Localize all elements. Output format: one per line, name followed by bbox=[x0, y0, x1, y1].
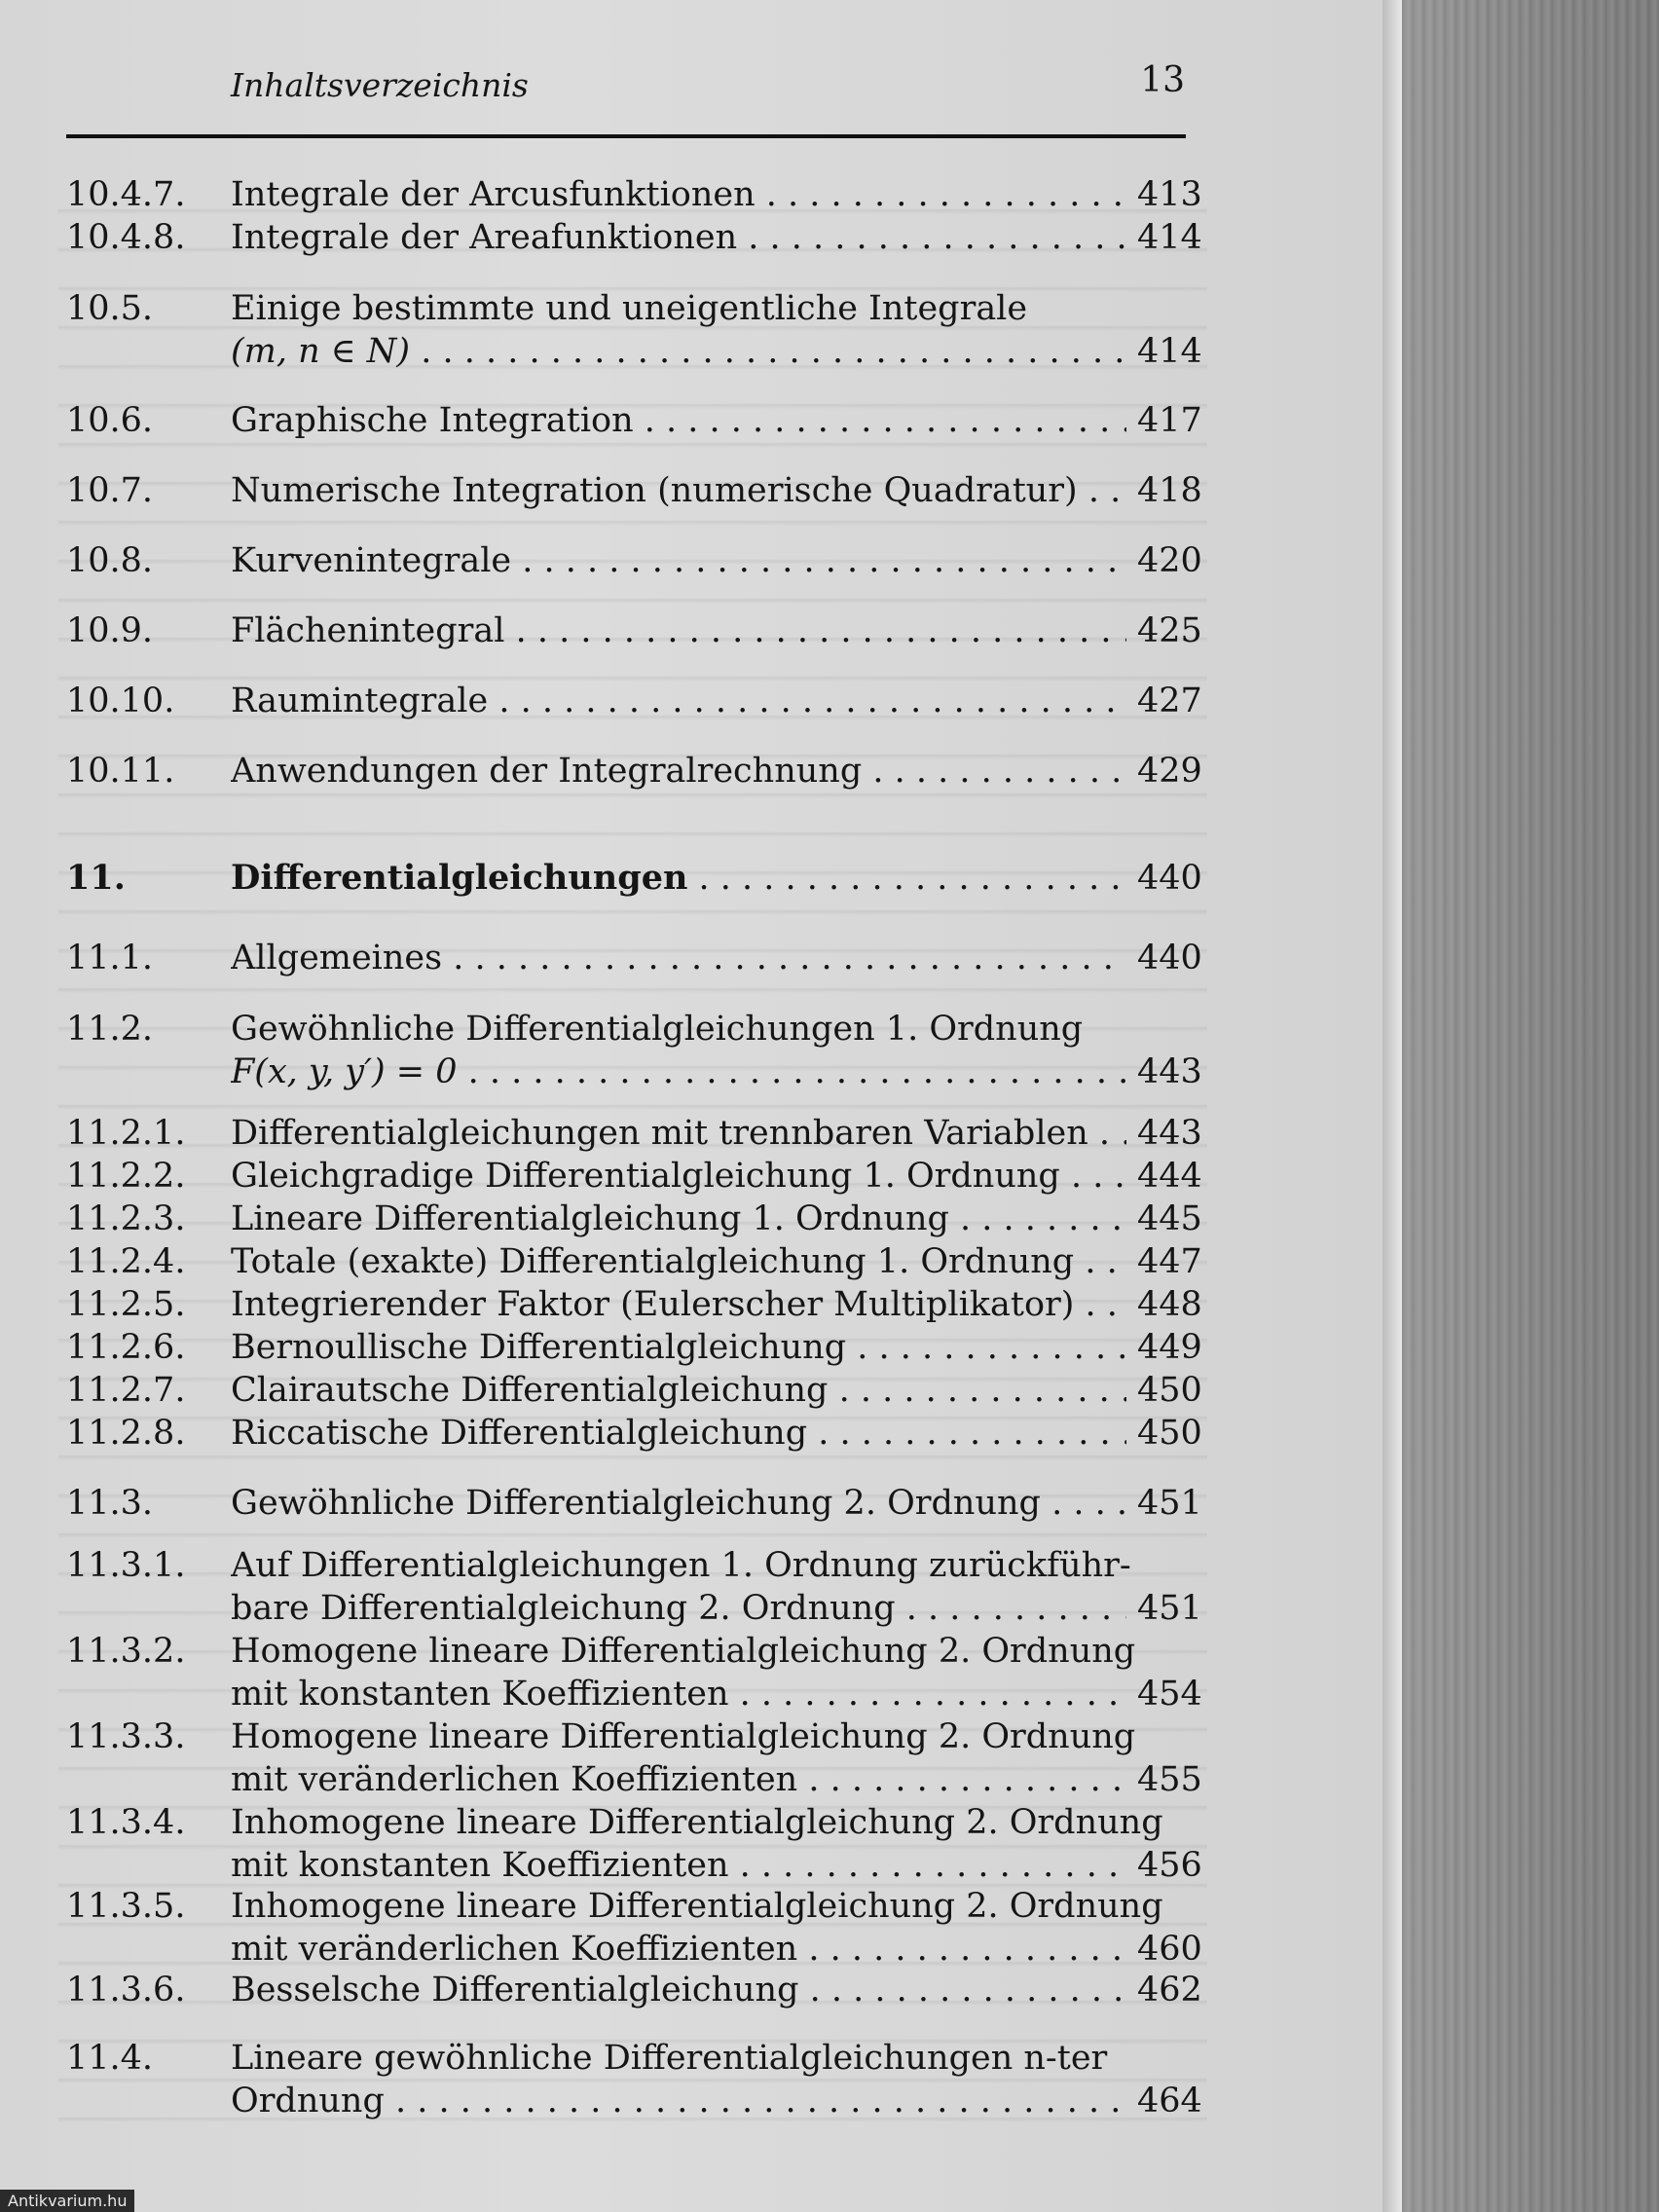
entry-page: 456 bbox=[1137, 1846, 1202, 1885]
entry-title-line-2: (m, n ∈ N) . . . bbox=[231, 330, 1126, 373]
entry-title-line-2: mit konstanten Koeffizienten . . . bbox=[231, 1673, 1126, 1715]
entry-title: Differentialgleichungen mit trennbaren Variablen . . . bbox=[231, 1112, 1126, 1155]
entry-title-line-1: Auf Differentialgleichungen 1. Ordnung zurückführ- bbox=[231, 1546, 1131, 1585]
entry-title-line-1: Inhomogene lineare Differentialgleichung 2. Ordnung bbox=[231, 1887, 1163, 1926]
running-header bbox=[231, 58, 1204, 117]
entry-title-line-2: Ordnung . . . bbox=[231, 2080, 1126, 2122]
entry-number: 10.9. bbox=[66, 611, 154, 650]
entry-title-line-2: mit konstanten Koeffizienten . . . bbox=[231, 1844, 1126, 1887]
entry-number: 11.2.8. bbox=[66, 1414, 186, 1453]
entry-page: 417 bbox=[1137, 401, 1202, 440]
entry-number: 11.2.2. bbox=[66, 1157, 186, 1196]
entry-title: Besselsche Differentialgleichung . . . bbox=[231, 1969, 1126, 2011]
entry-number: 11.3.5. bbox=[66, 1887, 186, 1926]
entry-page: 464 bbox=[1137, 2082, 1202, 2120]
entry-title: Differentialgleichungen . . . bbox=[231, 857, 1126, 900]
entry-title-line-2: F(x, y, y′) = 0 . . . bbox=[231, 1051, 1126, 1093]
entry-number: 11.1. bbox=[66, 939, 154, 977]
entry-title: Kurvenintegrale . . . bbox=[231, 539, 1126, 582]
entry-page: 443 bbox=[1137, 1114, 1202, 1153]
entry-number: 11.2.3. bbox=[66, 1199, 186, 1238]
entry-page: 454 bbox=[1137, 1675, 1202, 1714]
entry-page: 418 bbox=[1137, 471, 1202, 510]
header-title: Inhaltsverzeichnis bbox=[231, 66, 529, 104]
entry-title-line-1: Homogene lineare Differentialgleichung 2. Ordnung bbox=[231, 1632, 1136, 1671]
entry-number: 11.3.2. bbox=[66, 1632, 186, 1671]
entry-title-line-1: Einige bestimmte und uneigentliche Integrale bbox=[231, 289, 1028, 328]
header-page-number: 13 bbox=[1140, 60, 1185, 100]
entry-number: 11.2.1. bbox=[66, 1114, 186, 1153]
entry-title: Lineare Differentialgleichung 1. Ordnung . . . bbox=[231, 1198, 1126, 1240]
page-gutter bbox=[1382, 0, 1402, 2212]
entry-page: 447 bbox=[1137, 1242, 1202, 1281]
entry-title: Totale (exakte) Differentialgleichung 1. Ordnung . . . bbox=[231, 1240, 1126, 1283]
entry-page: 413 bbox=[1137, 175, 1202, 214]
entry-number: 10.4.7. bbox=[66, 175, 186, 214]
entry-page: 449 bbox=[1137, 1328, 1202, 1367]
entry-title-line-1: Lineare gewöhnliche Differentialgleichungen n-ter bbox=[231, 2039, 1108, 2078]
entry-title: Flächenintegral . . . bbox=[231, 609, 1126, 652]
entry-title-line-1: Gewöhnliche Differentialgleichungen 1. Ordnung bbox=[231, 1010, 1084, 1049]
entry-title: Integrierender Faktor (Eulerscher Multiplikator) . . . bbox=[231, 1283, 1126, 1326]
entry-title-line-2: mit veränderlichen Koeffizienten . . . bbox=[231, 1758, 1126, 1801]
entry-page: 429 bbox=[1137, 752, 1202, 791]
entry-number: 11.4. bbox=[66, 2039, 154, 2078]
entry-page: 451 bbox=[1137, 1589, 1202, 1628]
entry-number: 10.6. bbox=[66, 401, 154, 440]
entry-title: Allgemeines . . . bbox=[231, 937, 1126, 979]
entry-page: 445 bbox=[1137, 1199, 1202, 1238]
entry-page: 440 bbox=[1137, 939, 1202, 977]
entry-number: 11.2.5. bbox=[66, 1285, 186, 1324]
entry-title: Raumintegrale . . . bbox=[231, 680, 1126, 722]
entry-number: 10.8. bbox=[66, 541, 154, 580]
wooden-surface bbox=[1402, 0, 1659, 2212]
entry-number: 11.3.1. bbox=[66, 1546, 186, 1585]
entry-title: Integrale der Areafunktionen . . . bbox=[231, 216, 1126, 259]
entry-page: 448 bbox=[1137, 1285, 1202, 1324]
entry-number: 11.3.3. bbox=[66, 1717, 186, 1756]
entry-page: 450 bbox=[1137, 1414, 1202, 1453]
entry-title: Bernoullische Differentialgleichung . . . bbox=[231, 1326, 1126, 1369]
watermark: Antikvarium.hu bbox=[0, 2190, 134, 2212]
entry-page: 460 bbox=[1137, 1930, 1202, 1969]
entry-page: 450 bbox=[1137, 1371, 1202, 1410]
entry-number: 11.2.6. bbox=[66, 1328, 186, 1367]
entry-title-line-1: Homogene lineare Differentialgleichung 2. Ordnung bbox=[231, 1717, 1136, 1756]
entry-page: 451 bbox=[1137, 1484, 1202, 1523]
entry-number: 10.11. bbox=[66, 752, 175, 791]
entry-page: 444 bbox=[1137, 1157, 1202, 1196]
entry-number: 11.2. bbox=[66, 1010, 154, 1049]
entry-number: 11.3. bbox=[66, 1484, 154, 1523]
entry-page: 425 bbox=[1137, 611, 1202, 650]
entry-title: Anwendungen der Integralrechnung . . . bbox=[231, 750, 1126, 793]
entry-title: Gleichgradige Differentialgleichung 1. Ordnung . . . bbox=[231, 1155, 1126, 1198]
entry-number: 11.2.7. bbox=[66, 1371, 186, 1410]
entry-page: 427 bbox=[1137, 682, 1202, 720]
header-rule bbox=[66, 134, 1186, 138]
entry-page: 440 bbox=[1137, 859, 1202, 898]
entry-page: 462 bbox=[1137, 1971, 1202, 2009]
entry-page: 443 bbox=[1137, 1052, 1202, 1091]
entry-title: Numerische Integration (numerische Quadratur) . . . bbox=[231, 469, 1126, 512]
entry-number: 11.3.4. bbox=[66, 1803, 186, 1842]
entry-page: 414 bbox=[1137, 332, 1202, 371]
entry-page: 455 bbox=[1137, 1760, 1202, 1799]
entry-title: Riccatische Differentialgleichung . . . bbox=[231, 1412, 1126, 1455]
entry-title: Integrale der Arcusfunktionen . . . bbox=[231, 173, 1126, 216]
entry-title-line-2: mit veränderlichen Koeffizienten . . . bbox=[231, 1928, 1126, 1971]
entry-page: 414 bbox=[1137, 218, 1202, 257]
entry-title-line-1: Inhomogene lineare Differentialgleichung 2. Ordnung bbox=[231, 1803, 1163, 1842]
entry-number: 11.3.6. bbox=[66, 1971, 186, 2009]
entry-title-line-2: bare Differentialgleichung 2. Ordnung . . . bbox=[231, 1587, 1126, 1630]
entry-title: Gewöhnliche Differentialgleichung 2. Ordnung . . . bbox=[231, 1482, 1126, 1525]
entry-number: 10.7. bbox=[66, 471, 154, 510]
entry-title: Clairautsche Differentialgleichung . . . bbox=[231, 1369, 1126, 1412]
entry-number: 10.5. bbox=[66, 289, 154, 328]
entry-page: 420 bbox=[1137, 541, 1202, 580]
entry-number: 11. bbox=[66, 858, 126, 898]
entry-title: Graphische Integration . . . bbox=[231, 399, 1126, 442]
entry-number: 10.10. bbox=[66, 682, 175, 720]
entry-number: 10.4.8. bbox=[66, 218, 186, 257]
entry-number: 11.2.4. bbox=[66, 1242, 186, 1281]
